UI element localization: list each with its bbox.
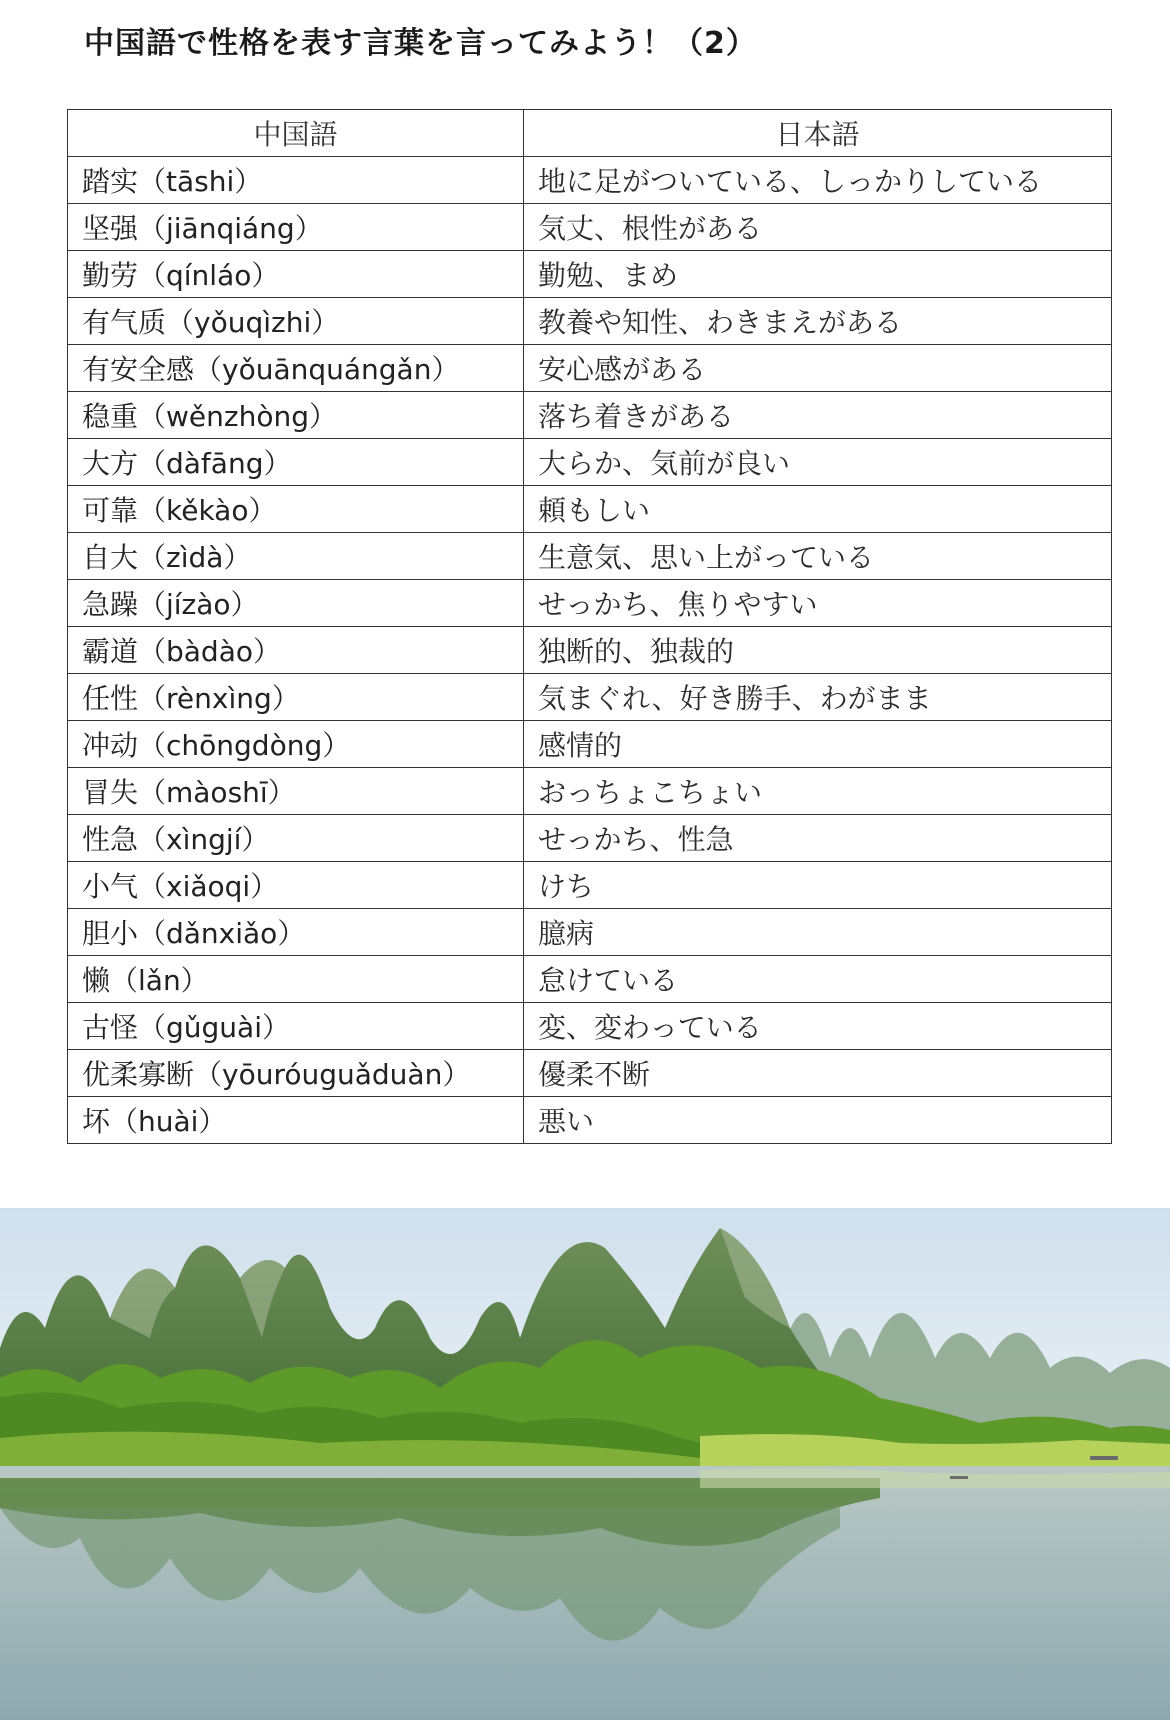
table-row	[68, 486, 1112, 533]
japanese-meaning: 悪い	[524, 1097, 1112, 1144]
japanese-meaning: 地に足がついている、しっかりしている	[524, 157, 1112, 204]
header-chinese: 中国語	[68, 110, 524, 157]
japanese-meaning: けち	[524, 862, 1112, 909]
boat	[1090, 1456, 1118, 1460]
japanese-meaning: 気まぐれ、好き勝手、わがまま	[524, 674, 1112, 721]
chinese-term: 自大（zìdà）	[68, 533, 524, 580]
chinese-term: 有安全感（yǒuānquángǎn）	[68, 345, 524, 392]
chinese-term: 霸道（bàdào）	[68, 627, 524, 674]
table-row	[68, 721, 1112, 768]
chinese-term: 急躁（jízào）	[68, 580, 524, 627]
table-row	[68, 533, 1112, 580]
table-row	[68, 1097, 1112, 1144]
table-row	[68, 627, 1112, 674]
chinese-term: 懒（lǎn）	[68, 956, 524, 1003]
chinese-term: 大方（dàfāng）	[68, 439, 524, 486]
chinese-term: 坚强（jiānqiáng）	[68, 204, 524, 251]
chinese-term: 古怪（gǔguài）	[68, 1003, 524, 1050]
chinese-term: 稳重（wěnzhòng）	[68, 392, 524, 439]
chinese-term: 冒失（màoshī）	[68, 768, 524, 815]
chinese-term: 踏实（tāshi）	[68, 157, 524, 204]
page-title: 中国語で性格を表す言葉を言ってみよう！（2）	[84, 26, 757, 61]
table-header-row	[68, 110, 1112, 157]
boat	[950, 1476, 968, 1479]
japanese-meaning: 変、変わっている	[524, 1003, 1112, 1050]
table-row	[68, 1003, 1112, 1050]
karst-landscape-photo	[0, 1208, 1170, 1720]
japanese-meaning: 勤勉、まめ	[524, 251, 1112, 298]
chinese-term: 性急（xìngjí）	[68, 815, 524, 862]
japanese-meaning: 独断的、独裁的	[524, 627, 1112, 674]
japanese-meaning: 頼もしい	[524, 486, 1112, 533]
table-row	[68, 1050, 1112, 1097]
vocabulary-table	[67, 109, 1112, 1144]
chinese-term: 胆小（dǎnxiǎo）	[68, 909, 524, 956]
chinese-term: 坏（huài）	[68, 1097, 524, 1144]
header-japanese: 日本語	[524, 110, 1112, 157]
japanese-meaning: 落ち着きがある	[524, 392, 1112, 439]
chinese-term: 冲动（chōngdòng）	[68, 721, 524, 768]
chinese-term: 小气（xiǎoqi）	[68, 862, 524, 909]
japanese-meaning: せっかち、焦りやすい	[524, 580, 1112, 627]
chinese-term: 可靠（kěkào）	[68, 486, 524, 533]
chinese-term: 有气质（yǒuqìzhi）	[68, 298, 524, 345]
table-row	[68, 815, 1112, 862]
japanese-meaning: 生意気、思い上がっている	[524, 533, 1112, 580]
table-row	[68, 674, 1112, 721]
japanese-meaning: 教養や知性、わきまえがある	[524, 298, 1112, 345]
japanese-meaning: 怠けている	[524, 956, 1112, 1003]
table-row	[68, 439, 1112, 486]
chinese-term: 勤劳（qínláo）	[68, 251, 524, 298]
japanese-meaning: 安心感がある	[524, 345, 1112, 392]
table-row	[68, 204, 1112, 251]
table-row	[68, 862, 1112, 909]
japanese-meaning: おっちょこちょい	[524, 768, 1112, 815]
table-row	[68, 345, 1112, 392]
table-row	[68, 956, 1112, 1003]
table-row	[68, 909, 1112, 956]
chinese-term: 优柔寡断（yōuróuguǎduàn）	[68, 1050, 524, 1097]
japanese-meaning: 臆病	[524, 909, 1112, 956]
table-row	[68, 251, 1112, 298]
chinese-term: 任性（rènxìng）	[68, 674, 524, 721]
japanese-meaning: 優柔不断	[524, 1050, 1112, 1097]
japanese-meaning: 大らか、気前が良い	[524, 439, 1112, 486]
table-row	[68, 768, 1112, 815]
table-row	[68, 392, 1112, 439]
table-row	[68, 580, 1112, 627]
table-row	[68, 157, 1112, 204]
japanese-meaning: 気丈、根性がある	[524, 204, 1112, 251]
japanese-meaning: 感情的	[524, 721, 1112, 768]
japanese-meaning: せっかち、性急	[524, 815, 1112, 862]
table-row	[68, 298, 1112, 345]
